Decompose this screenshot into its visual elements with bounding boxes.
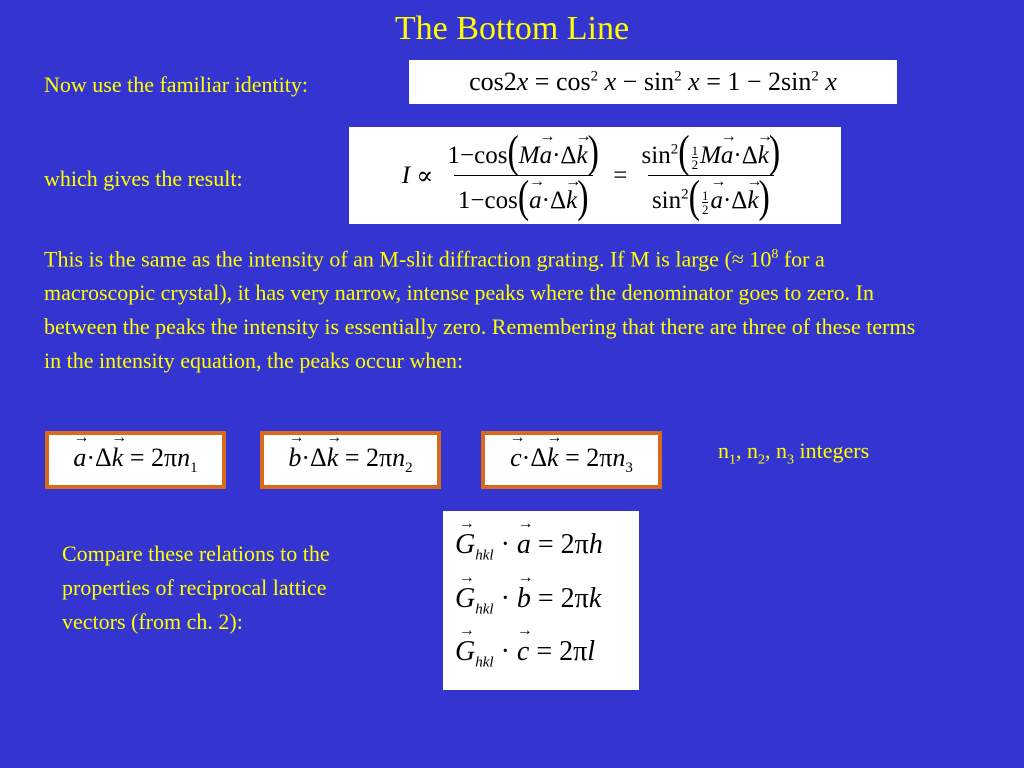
identity-label: Now use the familiar identity: [44,72,308,97]
paragraph-part2: for a macroscopic crystal), it has very narrow, intense peaks where the denominator goes to zero. In between the peaks the intensity is essentially zero. Remembering that there are three of these terms in the intensity equation, the peaks occur when: [44,246,916,374]
laue-equation-c: → $c\cdot\Delta\to k = 2\pi n_3$ [481,431,662,489]
n-sub-1: 1 [729,452,736,468]
n-sub-2: 2 [758,452,765,468]
n-letter-2: n [747,438,758,463]
integers-suffix: integers [794,438,870,463]
n-sub-3: 3 [787,452,794,468]
paragraph-exponent: 8 [771,247,779,262]
intensity-equation: I ∝ $\frac{1-\cos(M\to a\cdot\Delta\to k)}{1-\cos(\to a\cdot\Delta\to k)}$ = $\sin^2$( $\frac{1}{2}$ M→ a·Δ→ k) $\sin^2$( $\frac{1}{2}$ → a·Δ→ k) [349,127,841,224]
slide-title: The Bottom Line [394,10,630,47]
reciprocal-eq-a: → $G_{hkl}$ · → a = 2πh [455,529,603,565]
paragraph-part1: This is the same as the intensity of an M-slit diffraction grating. If M is large (≈ 10 [44,246,772,272]
reciprocal-lattice-equations [443,511,639,690]
reciprocal-eq-b: → $G_{hkl}$ · → b = 2πk [455,583,601,619]
n-letter-3: n [776,438,787,463]
reciprocal-eq-c: → $G_{hkl}$ · → c = 2πl [455,636,595,672]
compare-text: Compare these relations to the properties of reciprocal lattice vectors (from ch. 2): [62,541,330,634]
laue-equation-a: → $a\cdot\Delta\to k = 2\pi n_1$ [45,431,226,489]
identity-equation: $\cos 2x = \cos^2 x - \sin^2 x = 1 - 2\sin^2$ x [409,60,897,104]
result-label: which gives the result: [44,166,243,191]
n-letter-1: n [718,438,729,463]
explanation-paragraph [44,238,934,378]
integers-note: $n_1$, $n_2$, $n_3$ integers [718,438,870,468]
laue-equation-b: → $b\cdot\Delta\to k = 2\pi n_2$ [260,431,441,489]
